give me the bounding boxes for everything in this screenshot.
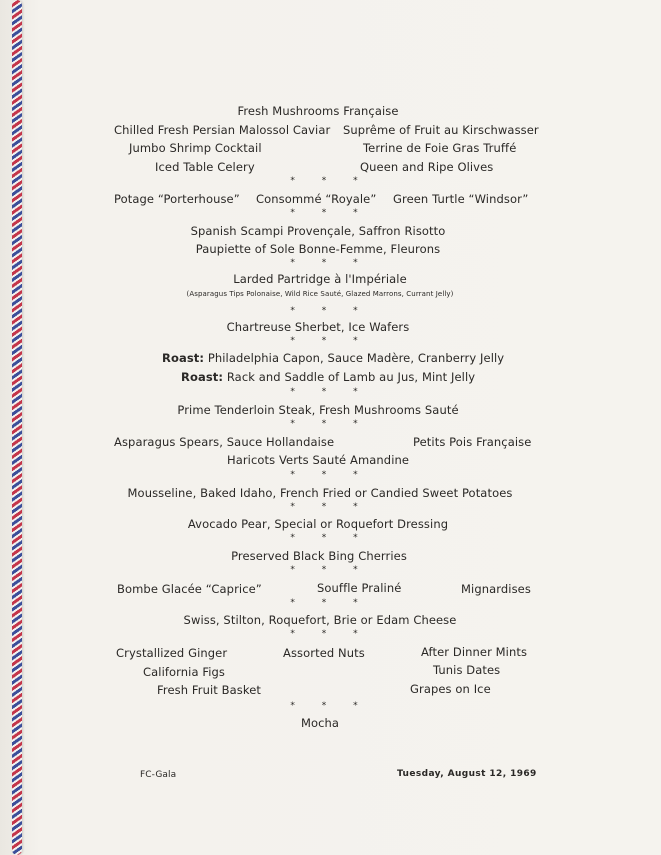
separator: * * *	[290, 533, 370, 543]
fish-1: Spanish Scampi Provençale, Saffron Risotto	[190, 224, 446, 238]
roast-line-2	[181, 370, 475, 384]
separator: * * *	[290, 176, 370, 186]
appetizer-left-3: Iced Table Celery	[155, 160, 255, 174]
salad: Avocado Pear, Special or Roquefort Dressing	[187, 517, 449, 531]
separator: * * *	[290, 387, 370, 397]
roast-label: Roast:	[162, 351, 205, 365]
fruit-left-1: Crystallized Ginger	[116, 646, 228, 660]
footer-code: FC-Gala	[140, 770, 177, 780]
dessert-2: Souffle Praliné	[317, 581, 402, 595]
roast-label: Roast:	[181, 370, 224, 384]
appetizer-center: Fresh Mushrooms Française	[237, 104, 399, 118]
separator: * * *	[290, 258, 370, 268]
roast-1: Philadelphia Capon, Sauce Madère, Cranberry Jelly	[207, 351, 505, 365]
separator: * * *	[290, 598, 370, 608]
appetizer-right-2: Terrine de Foie Gras Truffé	[363, 141, 517, 155]
dessert-3: Mignardises	[461, 582, 531, 596]
fruit-right-3: Grapes on Ice	[410, 682, 491, 696]
sherbet: Chartreuse Sherbet, Ice Wafers	[226, 320, 410, 334]
soup-2: Consommé “Royale”	[256, 192, 377, 206]
potatoes: Mousseline, Baked Idaho, French Fried or Candied Sweet Potatoes	[127, 486, 513, 500]
appetizer-left-1: Chilled Fresh Persian Malossol Caviar	[114, 123, 331, 137]
soup-1: Potage “Porterhouse”	[114, 192, 240, 206]
appetizer-right-3: Queen and Ripe Olives	[360, 160, 494, 174]
roast-2: Rack and Saddle of Lamb au Jus, Mint Jelly	[226, 370, 476, 384]
footer-date: Tuesday, August 12, 1969	[397, 769, 537, 779]
fruit-left-2: California Figs	[143, 665, 226, 679]
separator: * * *	[290, 502, 370, 512]
separator: * * *	[290, 565, 370, 575]
separator: * * *	[290, 701, 370, 711]
roast-line-1	[162, 351, 504, 365]
fruit-right-1: After Dinner Mints	[421, 645, 528, 659]
appetizer-left-2: Jumbo Shrimp Cocktail	[129, 141, 262, 155]
separator: * * *	[290, 629, 370, 639]
separator: * * *	[290, 306, 370, 316]
cherries: Preserved Black Bing Cherries	[231, 549, 407, 563]
coffee: Mocha	[300, 716, 340, 730]
veg-right: Petits Pois Française	[413, 435, 532, 449]
cheese: Swiss, Stilton, Roquefort, Brie or Edam Cheese	[183, 613, 457, 627]
fruit-center: Assorted Nuts	[283, 646, 365, 660]
separator: * * *	[290, 419, 370, 429]
soup-3: Green Turtle “Windsor”	[393, 192, 529, 206]
separator: * * *	[290, 336, 370, 346]
appetizer-right-1: Suprême of Fruit au Kirschwasser	[343, 123, 539, 137]
decorative-cord	[12, 0, 22, 855]
veg-left: Asparagus Spears, Sauce Hollandaise	[114, 435, 335, 449]
partridge-note: (Asparagus Tips Polonaise, Wild Rice Sauté, Glazed Marrons, Currant Jelly)	[186, 290, 454, 298]
fish-2: Paupiette of Sole Bonne-Femme, Fleurons	[195, 242, 441, 256]
partridge: Larded Partridge à l'Impériale	[233, 272, 407, 286]
separator: * * *	[290, 470, 370, 480]
separator: * * *	[290, 208, 370, 218]
veg-center: Haricots Verts Sauté Amandine	[226, 453, 410, 467]
fruit-left-3: Fresh Fruit Basket	[157, 683, 261, 697]
steak: Prime Tenderloin Steak, Fresh Mushrooms Sauté	[177, 403, 459, 417]
fruit-right-2: Tunis Dates	[433, 663, 501, 677]
dessert-1: Bombe Glacée “Caprice”	[117, 582, 262, 596]
